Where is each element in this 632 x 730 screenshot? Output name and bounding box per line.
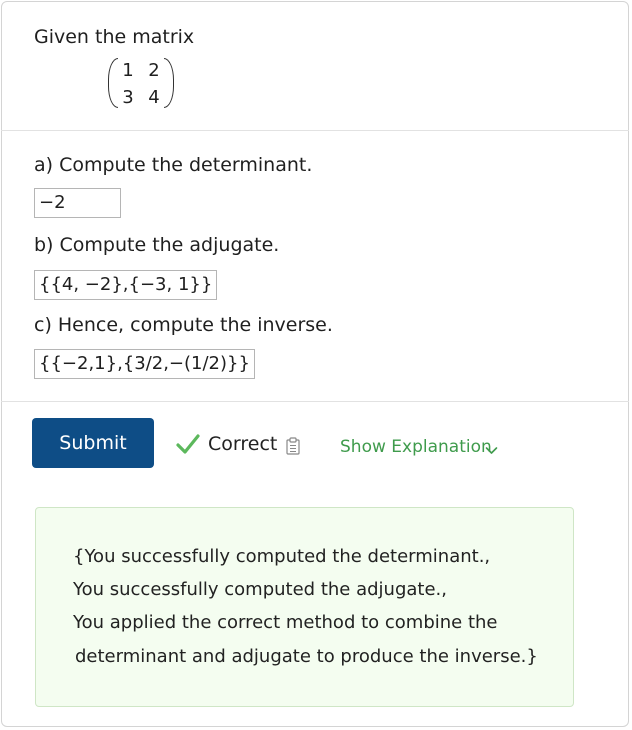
clipboard-icon[interactable] [286,437,300,455]
right-parenthesis [164,58,174,108]
inverse-input[interactable]: {{−2,1},{3/2,−(1/2)}} [34,349,255,379]
adjugate-input[interactable]: {{4, −2},{−3, 1}} [34,270,217,300]
submit-button[interactable]: Submit [32,418,154,468]
matrix-cell: 3 [122,87,134,108]
question-c-label: c) Hence, compute the inverse. [34,314,333,336]
question-b-label: b) Compute the adjugate. [34,234,280,256]
divider [1,130,629,131]
show-explanation-link[interactable]: Show Explanation [340,437,492,457]
matrix-cell: 1 [122,60,134,81]
matrix-cell: 4 [148,87,160,108]
feedback-box [35,507,574,707]
question-a-label: a) Compute the determinant. [34,154,313,176]
feedback-line: You successfully computed the adjugate., [73,579,447,600]
status-correct: Correct [208,433,278,455]
checkmark-icon [176,433,200,455]
divider [1,401,629,402]
feedback-line: determinant and adjugate to produce the inverse.} [75,646,538,667]
determinant-input[interactable]: −2 [34,188,121,218]
feedback-line: {You successfully computed the determinant., [73,546,491,567]
chevron-down-icon[interactable] [485,446,498,455]
matrix-cell: 2 [148,60,160,81]
question-prompt: Given the matrix [34,26,195,48]
left-parenthesis [108,58,118,108]
feedback-line: You applied the correct method to combine the [73,612,498,633]
matrix [108,58,174,110]
